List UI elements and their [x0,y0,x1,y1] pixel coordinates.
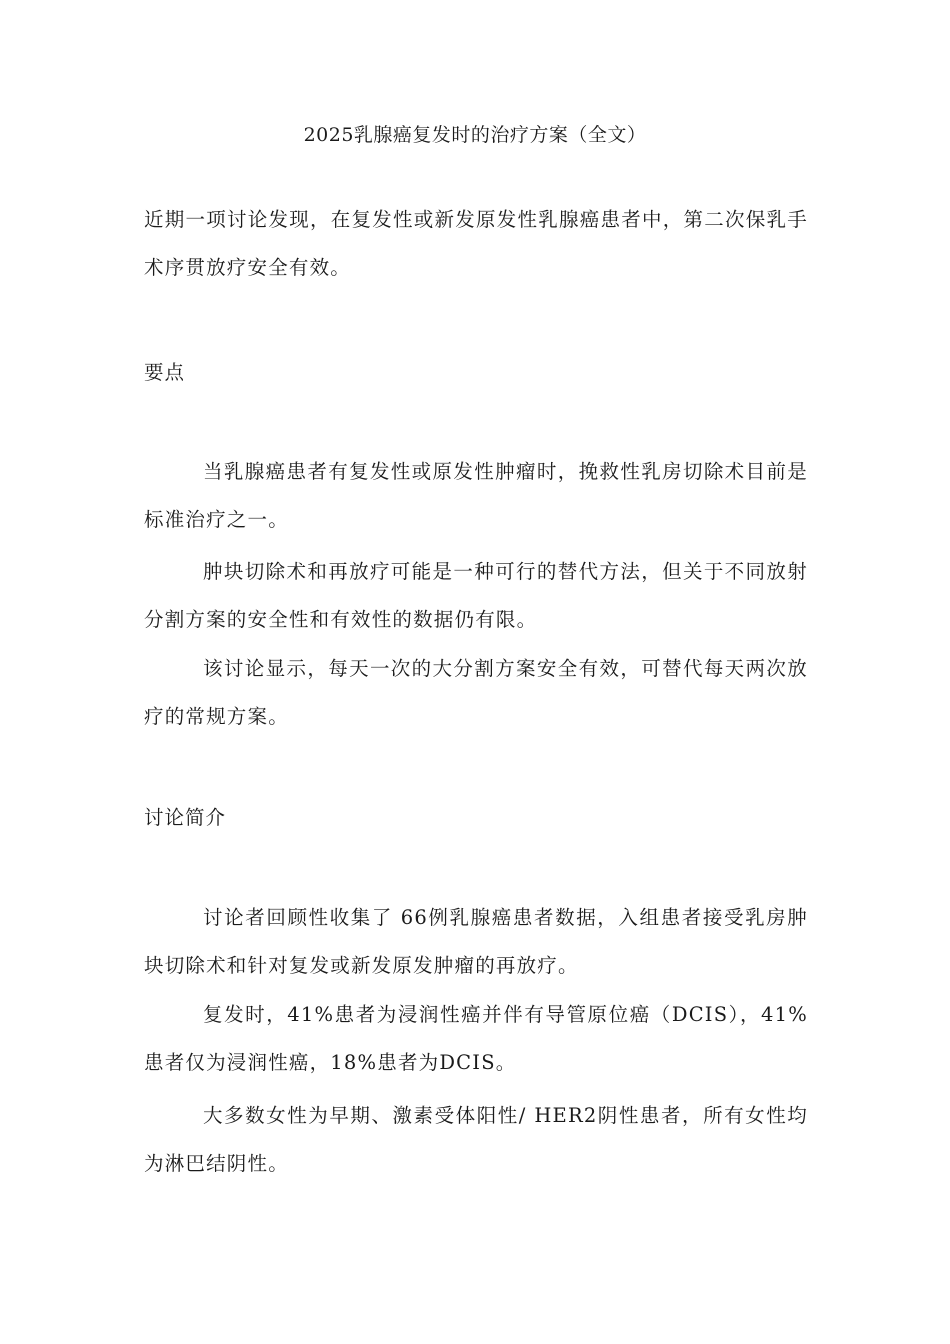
section-heading-key-points: 要点 [144,361,186,384]
key-point-paragraph: 当乳腺癌患者有复发性或原发性肿瘤时，挽救性乳房切除术目前是标准治疗之一。 [144,460,808,531]
discussion-paragraph: 复发时，41%患者为浸润性癌并伴有导管原位癌（DCIS），41%患者仅为浸润性癌，18%患者为DCIS。 [144,1003,808,1074]
document-title: 2025乳腺癌复发时的治疗方案（全文） [303,124,647,146]
key-point-paragraph: 肿块切除术和再放疗可能是一种可行的替代方法，但关于不同放射分割方案的安全性和有效性的数据仍有限。 [144,560,808,631]
discussion-paragraph: 大多数女性为早期、激素受体阳性/ HER2阴性患者，所有女性均为淋巴结阴性。 [144,1104,808,1175]
discussion-paragraph: 讨论者回顾性收集了 66例乳腺癌患者数据，入组患者接受乳房肿块切除术和针对复发或新发原发肿瘤的再放疗。 [144,906,808,977]
intro-paragraph: 近期一项讨论发现，在复发性或新发原发性乳腺癌患者中，第二次保乳手术序贯放疗安全有效。 [144,208,808,279]
key-point-paragraph: 该讨论显示，每天一次的大分割方案安全有效，可替代每天两次放疗的常规方案。 [144,657,808,728]
section-heading-discussion-intro: 讨论简介 [144,806,227,829]
